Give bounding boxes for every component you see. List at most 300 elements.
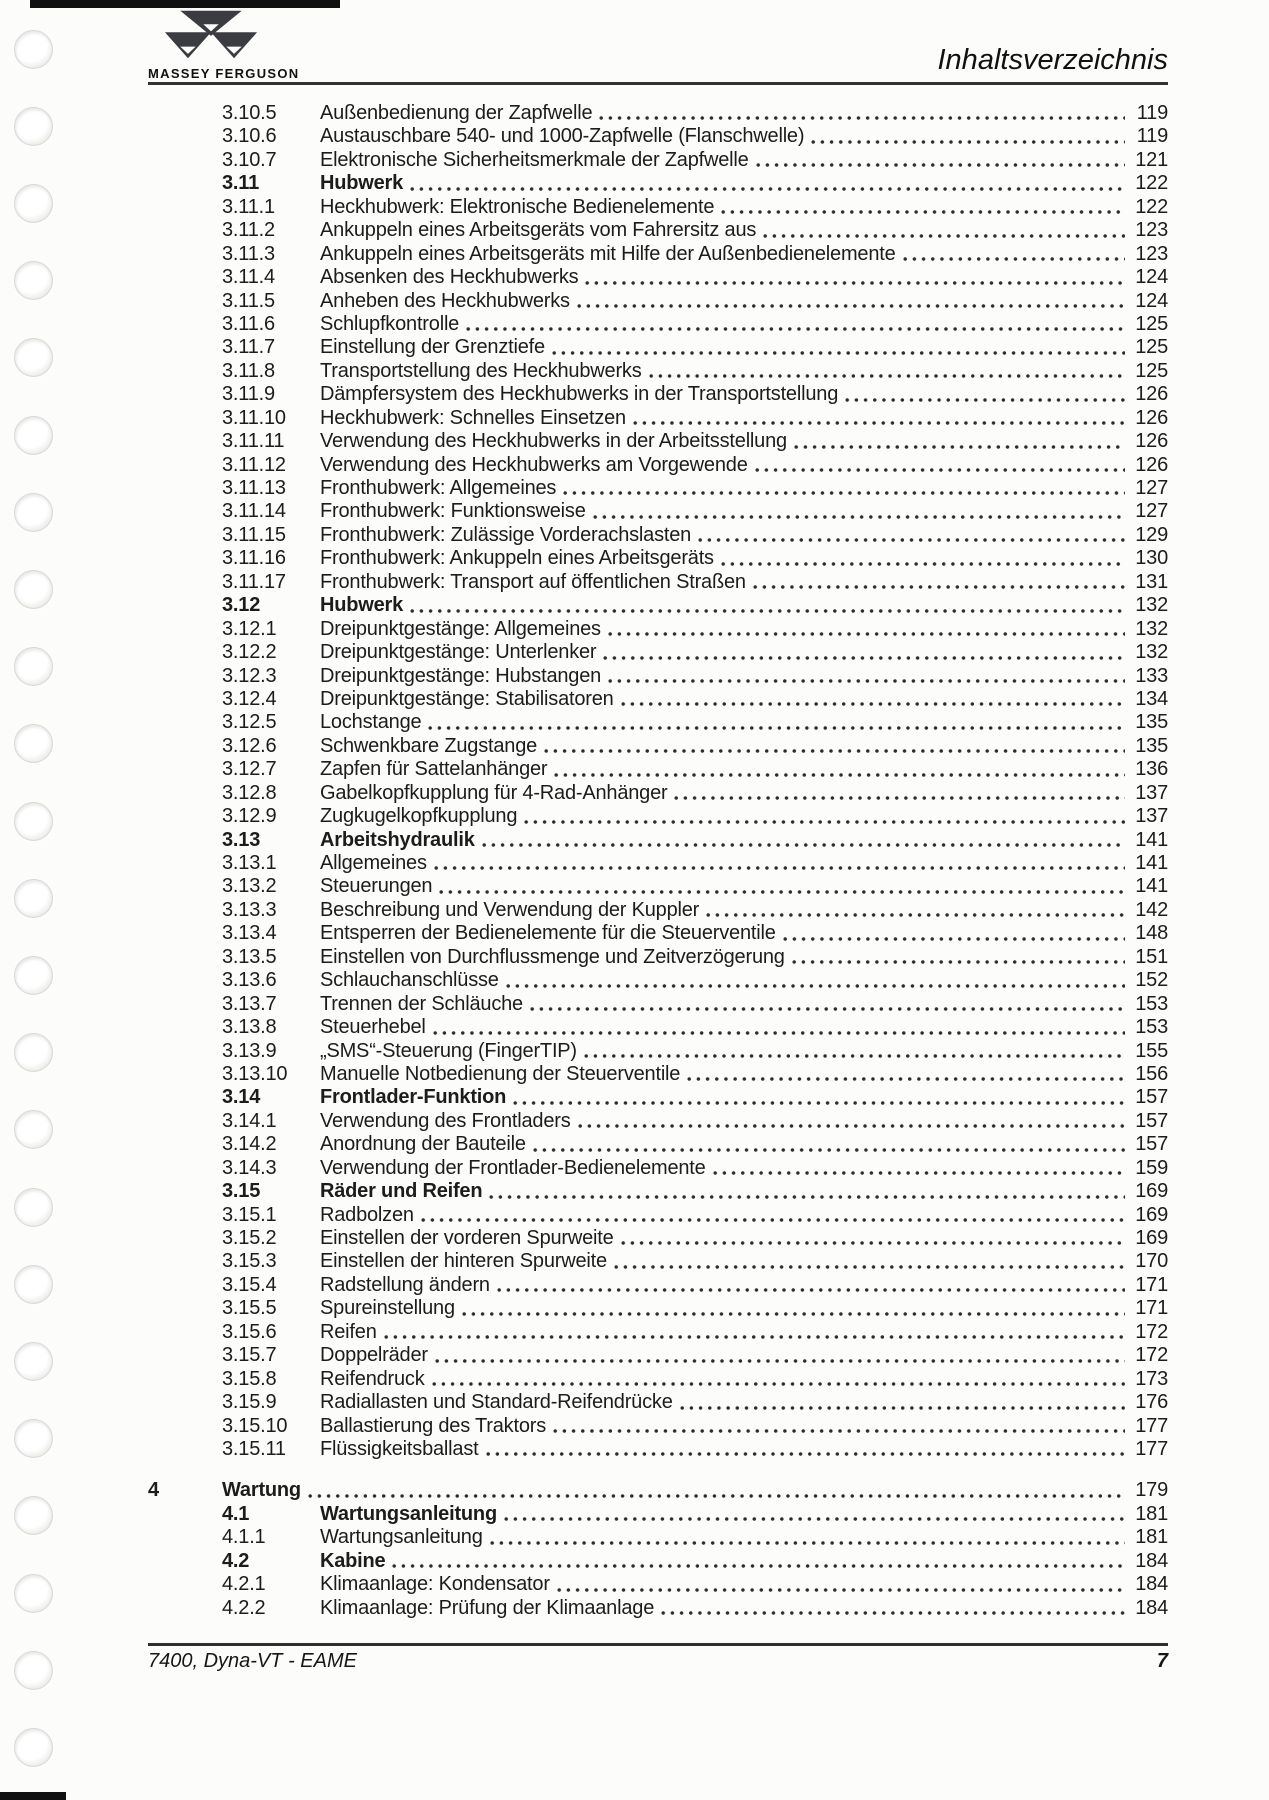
toc-entry-number: 4.2.1 [222, 1573, 266, 1596]
toc-entry-title: Einstellen der vorderen Spurweite [320, 1227, 614, 1249]
toc-entry-title: Austauschbare 540- und 1000-Zapfwelle (Flanschwelle) [320, 125, 805, 148]
toc-entry-title: Einstellen der hinteren Spurweite [320, 1250, 607, 1273]
binder-hole [14, 30, 53, 69]
toc-entry [148, 1526, 1168, 1549]
toc-entry-title: Dämpfersystem des Heckhubwerks in der Transportstellung [320, 383, 839, 406]
massey-ferguson-triple-triangle-logo [163, 9, 259, 61]
dot-leader [756, 149, 1125, 172]
toc-entry-number: 3.13 [222, 828, 261, 851]
toc-entry-number: 3.10.6 [222, 125, 277, 148]
toc-entry [148, 243, 1168, 266]
toc-entry [148, 1180, 1168, 1203]
toc-entry [148, 1063, 1168, 1086]
toc-entry-number: 3.15.6 [222, 1320, 277, 1343]
toc-entry [148, 922, 1168, 945]
toc-entry [148, 219, 1168, 242]
toc-entry-number: 3.11.9 [222, 383, 275, 406]
toc-entry-title: Doppelräder [320, 1344, 428, 1367]
toc-entry-page: 157 [1135, 1133, 1168, 1156]
toc-entry [148, 665, 1168, 688]
binder-hole [14, 1342, 53, 1381]
footer-page-number: 7 [1156, 1650, 1168, 1672]
toc-entry-page: 169 [1135, 1227, 1168, 1249]
dot-leader [513, 1086, 1125, 1109]
toc-entry-title: Arbeitshydraulik [320, 828, 475, 851]
toc-entry [148, 875, 1168, 898]
toc-entry-title: Ankuppeln eines Arbeitsgeräts vom Fahrersitz aus [320, 219, 757, 242]
binder-hole [14, 1496, 53, 1535]
dot-leader [661, 1597, 1125, 1620]
dot-leader [811, 125, 1125, 148]
toc-entry-page: 129 [1135, 523, 1168, 546]
toc-entry-title: Anordnung der Bauteile [320, 1133, 526, 1156]
toc-entry-number: 3.13.7 [222, 992, 277, 1015]
toc-entry [148, 1479, 1168, 1502]
toc-entry-page: 137 [1135, 781, 1168, 804]
toc-entry [148, 1321, 1168, 1344]
dot-leader [392, 1550, 1125, 1573]
binder-hole [14, 1033, 53, 1072]
toc-entry-page: 152 [1135, 969, 1168, 992]
binder-hole [14, 338, 53, 377]
toc-entry-number: 3.13.2 [222, 875, 277, 898]
dot-leader [680, 1391, 1125, 1414]
toc-entry [148, 1040, 1168, 1063]
toc-entry-number: 4.2 [222, 1549, 250, 1572]
dot-leader [435, 1344, 1125, 1367]
toc-entry-page: 157 [1135, 1086, 1168, 1109]
toc-entry-number: 4.2.2 [222, 1596, 266, 1619]
toc-entry-number: 3.12.1 [222, 617, 277, 640]
dot-leader [721, 547, 1125, 570]
toc-entry-title: Gabelkopfkupplung für 4-Rad-Anhänger [320, 781, 668, 804]
binder-hole [14, 1728, 53, 1767]
dot-leader [544, 735, 1125, 758]
dot-leader [794, 430, 1125, 453]
toc-entry-number: 3.15.9 [222, 1391, 277, 1414]
toc-list [148, 102, 1168, 1620]
toc-entry [148, 1274, 1168, 1297]
toc-entry-page: 125 [1135, 336, 1168, 359]
toc-entry-number: 3.11.17 [222, 570, 286, 593]
toc-entry-title: Wartungsanleitung [320, 1502, 497, 1525]
dot-leader [490, 1526, 1125, 1549]
footer-model-text: 7400, Dyna-VT - EAME [148, 1650, 357, 1672]
toc-entry-title: Heckhubwerk: Schnelles Einsetzen [320, 406, 626, 429]
toc-entry-title: Wartungsanleitung [320, 1526, 483, 1549]
toc-entry-title: Radiallasten und Standard-Reifendrücke [320, 1391, 673, 1414]
binder-hole [14, 416, 53, 455]
toc-entry-page: 156 [1135, 1062, 1168, 1085]
toc-entry-number: 3.15.7 [222, 1344, 277, 1367]
dot-leader [557, 1573, 1125, 1596]
dot-leader [687, 1063, 1125, 1086]
toc-entry [148, 618, 1168, 641]
toc-entry-page: 184 [1135, 1596, 1168, 1619]
toc-entry-number: 3.13.6 [222, 969, 277, 992]
toc-entry-page: 153 [1135, 992, 1168, 1015]
toc-entry [148, 1391, 1168, 1414]
toc-entry [148, 1503, 1168, 1526]
toc-entry-number: 3.11.2 [222, 219, 275, 242]
toc-entry-page: 184 [1135, 1549, 1168, 1572]
footer-rule [148, 1643, 1168, 1646]
toc-entry-page: 181 [1135, 1502, 1168, 1525]
dot-leader [504, 1503, 1125, 1526]
toc-entry [148, 196, 1168, 219]
dot-leader [421, 1204, 1125, 1227]
toc-entry [148, 477, 1168, 500]
toc-entry [148, 1227, 1168, 1250]
toc-entry-number: 3.11.12 [222, 453, 286, 476]
toc-entry-page: 181 [1135, 1526, 1168, 1549]
dot-leader [489, 1180, 1125, 1203]
toc-entry-page: 171 [1135, 1273, 1168, 1296]
toc-entry-title: Beschreibung und Verwendung der Kuppler [320, 898, 700, 921]
dot-leader [524, 805, 1125, 828]
dot-leader [753, 571, 1125, 594]
toc-entry-title: Verwendung des Frontladers [320, 1109, 571, 1132]
dot-leader [428, 711, 1125, 734]
toc-entry-title: Ballastierung des Traktors [320, 1414, 547, 1437]
toc-entry-page: 159 [1135, 1156, 1168, 1179]
toc-entry-page: 151 [1135, 945, 1168, 968]
toc-entry-number: 3.11.6 [222, 312, 275, 335]
toc-entry-title: Zapfen für Sattelanhänger [320, 758, 548, 781]
dot-leader [585, 266, 1125, 289]
dot-leader [698, 524, 1125, 547]
toc-entry-page: 141 [1135, 828, 1168, 851]
toc-entry-number: 3.13.5 [222, 945, 277, 968]
toc-entry-page: 148 [1135, 922, 1168, 945]
toc-entry-number: 3.11.10 [222, 406, 286, 429]
dot-leader [533, 1133, 1125, 1156]
dot-leader [497, 1274, 1125, 1297]
toc-entry-title: Räder und Reifen [320, 1180, 483, 1203]
dot-leader [530, 993, 1125, 1016]
binder-hole [14, 1419, 53, 1458]
toc-entry-title: Flüssigkeitsballast [320, 1437, 479, 1460]
toc-entry [148, 524, 1168, 547]
toc-entry [148, 688, 1168, 711]
toc-entry-title: Transportstellung des Heckhubwerks [320, 359, 642, 382]
toc-entry-number: 3.11.7 [222, 336, 275, 359]
binder-hole [14, 724, 53, 763]
toc-entry-title: Fronthubwerk: Funktionsweise [320, 500, 586, 523]
dot-leader [584, 1040, 1125, 1063]
toc-entry-page: 170 [1135, 1250, 1168, 1273]
toc-entry [148, 1133, 1168, 1156]
toc-entry-page: 131 [1135, 570, 1168, 593]
toc-entry [148, 1550, 1168, 1573]
toc-entry [148, 102, 1168, 125]
toc-entry-number: 3.12.4 [222, 687, 277, 710]
toc-entry [148, 1573, 1168, 1596]
binder-hole [14, 570, 53, 609]
binder-hole [14, 1188, 53, 1227]
toc-entry-number: 3.15 [222, 1180, 261, 1203]
dot-leader [506, 969, 1125, 992]
toc-entry-title: Schlauchanschlüsse [320, 969, 499, 992]
toc-entry-title: Reifen [320, 1320, 377, 1343]
toc-entry-title: Manuelle Notbedienung der Steuerventile [320, 1062, 681, 1085]
toc-entry [148, 149, 1168, 172]
binder-hole [14, 802, 53, 841]
toc-entry-page: 126 [1135, 406, 1168, 429]
toc-entry [148, 336, 1168, 359]
toc-entry-page: 169 [1135, 1180, 1168, 1203]
toc-entry-page: 153 [1135, 1016, 1168, 1039]
toc-entry [148, 1597, 1168, 1620]
toc-entry-number: 4 [148, 1479, 159, 1502]
toc-entry-page: 157 [1135, 1109, 1168, 1132]
binder-hole [14, 1574, 53, 1613]
toc-entry-title: Spureinstellung [320, 1297, 455, 1320]
toc-entry-number: 4.1 [222, 1502, 250, 1525]
scan-binder-strip-top [30, 0, 340, 8]
dot-leader [554, 758, 1125, 781]
toc-entry [148, 313, 1168, 336]
toc-entry-page: 133 [1135, 664, 1168, 687]
toc-entry-page: 169 [1135, 1203, 1168, 1226]
toc-entry-page: 127 [1135, 500, 1168, 523]
toc-entry-number: 3.11 [222, 172, 260, 195]
dot-leader [384, 1321, 1125, 1344]
toc-entry [148, 571, 1168, 594]
toc-entry-page: 125 [1135, 359, 1168, 382]
toc-entry-number: 3.11.1 [222, 195, 275, 218]
toc-entry-page: 123 [1135, 242, 1168, 265]
toc-entry-title: Fronthubwerk: Ankuppeln eines Arbeitsgeräts [320, 547, 714, 570]
toc-entry-title: Trennen der Schläuche [320, 992, 523, 1015]
toc-entry [148, 829, 1168, 852]
dot-leader [432, 1368, 1125, 1391]
toc-entry-number: 3.12.7 [222, 758, 277, 781]
toc-entry-number: 3.14 [222, 1086, 261, 1109]
dot-leader [721, 196, 1125, 219]
toc-entry-number: 3.12.8 [222, 781, 277, 804]
toc-entry-title: Einstellen von Durchflussmenge und Zeitverzögerung [320, 945, 785, 968]
toc-entry-title: Steuerhebel [320, 1016, 426, 1039]
toc-entry [148, 594, 1168, 617]
toc-entry-page: 126 [1135, 453, 1168, 476]
dot-leader [608, 665, 1125, 688]
toc-entry-page: 172 [1135, 1344, 1168, 1367]
toc-entry-page: 135 [1135, 711, 1168, 734]
toc-entry [148, 125, 1168, 148]
toc-entry-number: 3.13.4 [222, 922, 277, 945]
toc-entry-number: 3.13.3 [222, 898, 277, 921]
binder-hole [14, 1651, 53, 1690]
toc-entry-title: Klimaanlage: Kondensator [320, 1573, 550, 1596]
toc-entry-number: 3.12.3 [222, 664, 277, 687]
binder-hole [14, 261, 53, 300]
toc-entry-page: 142 [1135, 898, 1168, 921]
toc-entry-title: Dreipunktgestänge: Hubstangen [320, 664, 602, 687]
dot-leader [599, 102, 1125, 125]
toc-entry [148, 430, 1168, 453]
toc-entry-number: 3.13.8 [222, 1016, 277, 1039]
toc-entry-number: 3.11.3 [222, 242, 275, 265]
toc-entry-number: 3.13.10 [222, 1062, 288, 1085]
toc-entry-title: Verwendung des Heckhubwerks am Vorgewende [320, 453, 748, 476]
toc-entry [148, 290, 1168, 313]
toc-entry [148, 711, 1168, 734]
dot-leader [792, 946, 1125, 969]
dot-leader [577, 290, 1125, 313]
toc-entry-number: 3.12.9 [222, 805, 277, 828]
dot-leader [713, 1157, 1125, 1180]
toc-entry-title: Absenken des Heckhubwerks [320, 266, 579, 289]
dot-leader [563, 477, 1125, 500]
toc-entry [148, 1204, 1168, 1227]
toc-entry-number: 3.15.3 [222, 1250, 277, 1273]
binder-hole [14, 1110, 53, 1149]
toc-entry-number: 3.14.2 [222, 1133, 277, 1156]
toc-entry-page: 132 [1135, 594, 1168, 617]
toc-entry-title: Allgemeines [320, 852, 427, 874]
toc-entry-page: 126 [1135, 430, 1168, 453]
dot-leader [755, 454, 1125, 477]
toc-entry-title: Radbolzen [320, 1203, 414, 1226]
toc-entry-number: 3.12.2 [222, 641, 277, 664]
toc-entry-title: Wartung [222, 1479, 301, 1502]
toc-entry-number: 3.11.16 [222, 547, 286, 570]
toc-entry-page: 126 [1135, 383, 1168, 406]
toc-entry-page: 136 [1135, 758, 1168, 781]
toc-entry-number: 3.15.5 [222, 1297, 277, 1320]
toc-entry [148, 782, 1168, 805]
toc-entry-title: Entsperren der Bedienelemente für die Steuerventile [320, 922, 776, 945]
dot-leader [410, 594, 1125, 617]
toc-entry [148, 641, 1168, 664]
toc-entry [148, 454, 1168, 477]
binder-hole [14, 1265, 53, 1304]
toc-entry-number: 3.11.4 [222, 266, 275, 289]
toc-entry [148, 500, 1168, 523]
toc-entry-number: 3.11.11 [222, 430, 285, 453]
toc-entry [148, 969, 1168, 992]
toc-entry-number: 3.12.6 [222, 734, 277, 757]
toc-entry-number: 3.11.8 [222, 359, 275, 382]
toc-entry [148, 360, 1168, 383]
dot-leader [434, 852, 1125, 875]
toc-entry [148, 735, 1168, 758]
dot-leader [621, 1227, 1125, 1250]
toc-entry-title: „SMS“-Steuerung (FingerTIP) [320, 1039, 577, 1062]
toc-entry-title: Schwenkbare Zugstange [320, 734, 538, 757]
toc-entry-number: 3.11.14 [222, 500, 286, 523]
toc-entry-title: Steuerungen [320, 875, 433, 898]
toc-entry-page: 134 [1135, 687, 1168, 710]
toc-entry-page: 141 [1135, 852, 1168, 874]
toc-entry-page: 127 [1135, 477, 1168, 499]
toc-entry-number: 3.15.10 [222, 1414, 288, 1437]
toc-entry-page: 171 [1135, 1297, 1168, 1320]
toc-entry-page: 179 [1135, 1479, 1168, 1502]
toc-entry-page: 155 [1135, 1039, 1168, 1062]
toc-entry [148, 805, 1168, 828]
toc-entry [148, 1110, 1168, 1133]
toc-entry-page: 124 [1135, 266, 1168, 289]
toc-entry-number: 3.15.4 [222, 1273, 277, 1296]
dot-leader [649, 360, 1125, 383]
toc-entry-title: Ankuppeln eines Arbeitsgeräts mit Hilfe der Außenbedienelemente [320, 242, 896, 265]
toc-entry-page: 130 [1135, 547, 1168, 570]
binder-holes [0, 0, 70, 1800]
toc-entry [148, 407, 1168, 430]
dot-leader [553, 1415, 1125, 1438]
toc-entry-number: 3.12 [222, 594, 261, 617]
toc-entry [148, 1344, 1168, 1367]
binder-hole [14, 184, 53, 223]
toc-entry-title: Hubwerk [320, 594, 404, 617]
toc-entry-page: 132 [1135, 617, 1168, 640]
toc-entry-number: 3.15.11 [222, 1437, 286, 1460]
toc-entry-page: 141 [1135, 875, 1168, 898]
toc-entry-page: 123 [1135, 219, 1168, 242]
page-title: Inhaltsverzeichnis [937, 44, 1168, 76]
toc-entry-title: Anheben des Heckhubwerks [320, 289, 570, 312]
toc-entry-title: Radstellung ändern [320, 1273, 490, 1296]
binder-hole [14, 493, 53, 532]
toc-entry-title: Einstellung der Grenztiefe [320, 336, 545, 359]
toc-entry-title: Heckhubwerk: Elektronische Bedienelemente [320, 195, 715, 218]
binder-hole [14, 879, 53, 918]
toc-entry-page: 177 [1135, 1414, 1168, 1437]
toc-entry [148, 1086, 1168, 1109]
toc-entry [148, 1438, 1168, 1461]
toc-entry-page: 132 [1135, 641, 1168, 664]
toc-entry-number: 3.15.2 [222, 1227, 277, 1249]
dot-leader [608, 618, 1125, 641]
toc-entry-page: 176 [1135, 1391, 1168, 1414]
toc-entry [148, 1250, 1168, 1273]
toc-entry-page: 122 [1135, 172, 1168, 195]
toc-entry-title: Schlupfkontrolle [320, 312, 460, 335]
dot-leader [466, 313, 1125, 336]
toc-entry-number: 3.14.3 [222, 1156, 277, 1179]
toc-entry [148, 946, 1168, 969]
toc-entry [148, 1415, 1168, 1438]
toc-entry-title: Reifendruck [320, 1367, 425, 1390]
toc-entry-page: 121 [1135, 148, 1168, 171]
toc-entry-number: 3.12.5 [222, 711, 277, 734]
toc-entry-title: Zugkugelkopfkupplung [320, 805, 518, 828]
toc-entry-number: 3.11.15 [222, 523, 286, 546]
toc-entry-page: 119 [1136, 125, 1168, 148]
toc-entry-title: Kabine [320, 1549, 386, 1572]
toc-entry [148, 993, 1168, 1016]
toc-entry-number: 3.15.1 [222, 1203, 277, 1226]
toc-entry-title: Fronthubwerk: Allgemeines [320, 477, 557, 499]
dot-leader [621, 688, 1125, 711]
toc-entry-title: Frontlader-Funktion [320, 1086, 507, 1109]
toc-entry-title: Elektronische Sicherheitsmerkmale der Zapfwelle [320, 148, 749, 171]
toc-entry [148, 266, 1168, 289]
toc-entry-page: 184 [1135, 1573, 1168, 1596]
binder-hole [14, 647, 53, 686]
toc-entry-title: Klimaanlage: Prüfung der Klimaanlage [320, 1596, 655, 1619]
dot-leader [308, 1479, 1125, 1502]
dot-leader [578, 1110, 1125, 1133]
toc-entry [148, 758, 1168, 781]
dot-leader [603, 641, 1125, 664]
toc-entry [148, 1297, 1168, 1320]
toc-entry [148, 899, 1168, 922]
toc-entry-number: 3.14.1 [222, 1109, 277, 1132]
toc-entry-page: 172 [1135, 1320, 1168, 1343]
